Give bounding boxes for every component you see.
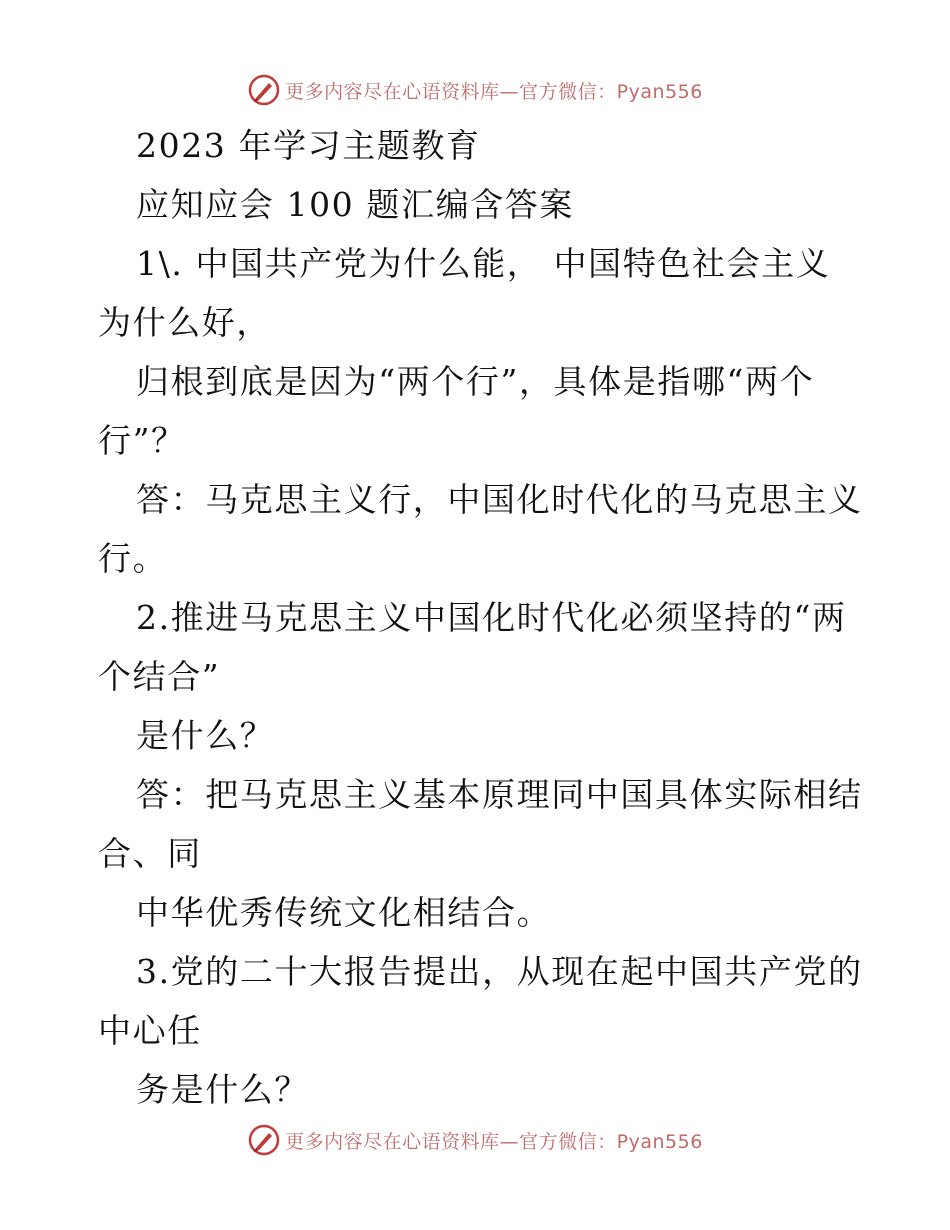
header-watermark-banner xyxy=(0,70,950,110)
doc-subtitle-line: 应知应会 100 题汇编含答案 xyxy=(136,185,574,224)
document-body xyxy=(98,116,863,1119)
question-3-line-cont: 中心任 xyxy=(98,1011,202,1050)
question-2-line: 2.推进马克思主义中国化时代化必须坚持的“两 xyxy=(136,598,847,637)
doc-title-line: 2023 年学习主题教育 xyxy=(136,126,481,165)
watermark-text: 更多内容尽在心语资料库—官方微信：Pyan556 xyxy=(285,1130,703,1153)
watermark-text: 更多内容尽在心语资料库—官方微信：Pyan556 xyxy=(285,80,703,103)
footer-watermark-banner xyxy=(0,1120,950,1160)
pen-logo-icon xyxy=(247,1123,281,1157)
question-3-line: 务是什么？ xyxy=(136,1070,309,1109)
answer-1-line: 答：马克思主义行，中国化时代化的马克思主义 xyxy=(136,480,863,519)
question-1-line-cont: 为什么好， xyxy=(98,303,271,342)
question-1-line: 归根到底是因为“两个行”，具体是指哪“两个 xyxy=(136,362,815,401)
answer-2-line: 答：把马克思主义基本原理同中国具体实际相结 xyxy=(136,775,863,814)
question-2-line-cont: 个结合” xyxy=(98,657,221,696)
pen-logo-icon xyxy=(247,73,281,107)
answer-2-line-cont: 合、同 xyxy=(98,834,202,873)
question-1-line-cont: 行”？ xyxy=(98,421,186,460)
answer-1-line-cont: 行。 xyxy=(98,539,168,578)
question-3-line: 3.党的二十大报告提出，从现在起中国共产党的 xyxy=(136,952,863,991)
answer-2-line: 中华优秀传统文化相结合。 xyxy=(136,893,552,932)
question-2-line: 是什么？ xyxy=(136,716,275,755)
question-1-line: 1\. 中国共产党为什么能， 中国特色社会主义 xyxy=(136,244,831,283)
